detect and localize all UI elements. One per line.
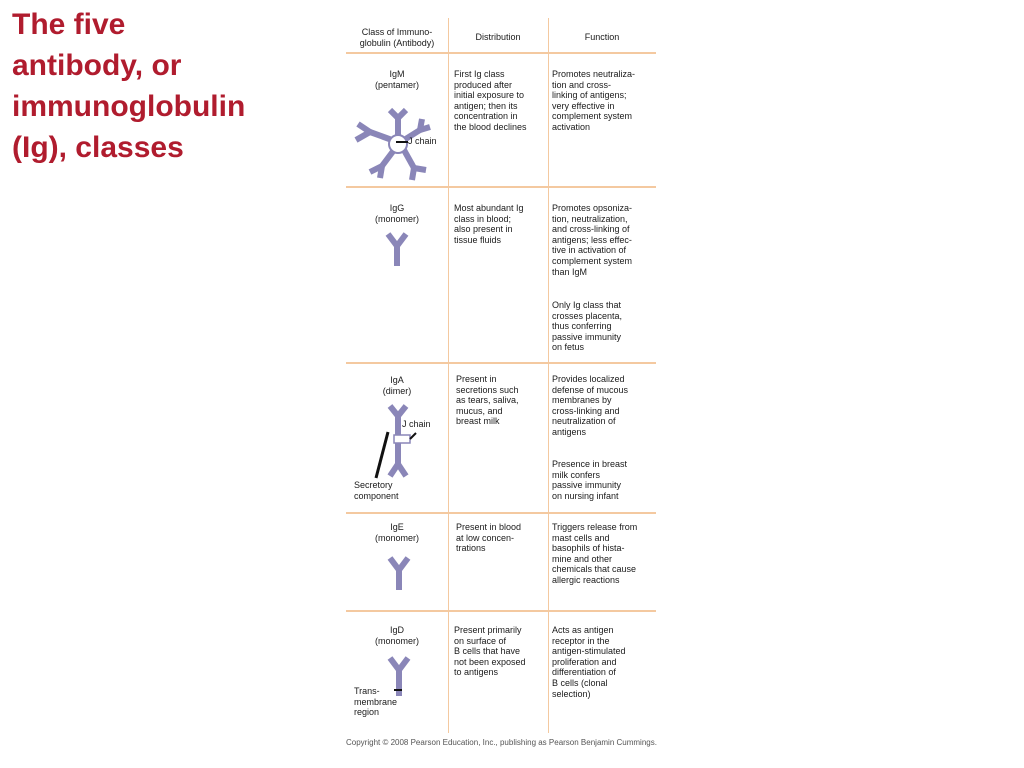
- distribution-ige: Present in blood at low concen- trations: [456, 522, 522, 554]
- row-divider: [346, 186, 656, 188]
- antibody-monomer-icon: [386, 230, 408, 266]
- class-name-igm: IgM (pentamer): [374, 69, 419, 90]
- antibody-dimer-icon: [370, 402, 420, 480]
- function-iga-breast-milk: Presence in breast milk confers passive immunity on nursing infant: [552, 459, 628, 501]
- slide-title: [12, 4, 302, 168]
- distribution-iga: Present in secretions such as tears, saliva, mucus, and breast milk: [456, 374, 519, 427]
- function-igg: Promotes opsoniza- tion, neutralization, and cross-linking of antigens; less effec- tive in activation of complement system than IgM: [552, 203, 633, 277]
- header-distribution: Distribution: [475, 32, 521, 42]
- function-ige: Triggers release from mast cells and basophils of hista- mine and other chemicals that cause allergic reactions: [552, 522, 638, 585]
- header-function: Function: [584, 32, 620, 42]
- column-divider: [548, 18, 549, 733]
- j-chain-label: J chain: [408, 136, 437, 146]
- transmembrane-region-label: Trans- membrane region: [354, 686, 398, 718]
- function-iga: Provides localized defense of mucous membranes by cross-linking and neutralization of antigens: [552, 374, 629, 437]
- row-divider: [346, 362, 656, 364]
- title-line: immunoglobulin: [12, 90, 246, 123]
- j-chain-label: J chain: [402, 419, 431, 429]
- class-name-iga: IgA (dimer): [382, 375, 412, 396]
- row-divider: [346, 610, 656, 612]
- row-divider: [346, 512, 656, 514]
- title-line: antibody, or: [12, 49, 182, 82]
- distribution-igm: First Ig class produced after initial exposure to antigen; then its concentration in the blood declines: [454, 69, 527, 132]
- function-igd: Acts as antigen receptor in the antigen-stimulated proliferation and differentiation of B cells (clonal selection): [552, 625, 626, 699]
- copyright-notice: Copyright © 2008 Pearson Education, Inc., publishing as Pearson Benjamin Cummings.: [346, 738, 657, 747]
- row-divider: [346, 52, 656, 54]
- title-line: The five: [12, 8, 126, 41]
- title-line: (Ig), classes: [12, 131, 184, 164]
- secretory-component-label: Secretory component: [354, 480, 399, 501]
- header-class: Class of Immuno- globulin (Antibody): [359, 27, 435, 48]
- class-name-ige: IgE (monomer): [374, 522, 419, 543]
- distribution-igg: Most abundant Ig class in blood; also present in tissue fluids: [454, 203, 524, 245]
- function-igg-placenta: Only Ig class that crosses placenta, thus conferring passive immunity on fetus: [552, 300, 623, 353]
- immunoglobulin-table: [346, 18, 656, 733]
- distribution-igd: Present primarily on surface of B cells that have not been exposed to antigens: [454, 625, 526, 678]
- antibody-monomer-icon: [388, 554, 410, 590]
- class-name-igg: IgG (monomer): [374, 203, 419, 224]
- class-name-igd: IgD (monomer): [374, 625, 419, 646]
- function-igm: Promotes neutraliza- tion and cross- linking of antigens; very effective in complement system activation: [552, 69, 636, 132]
- antibody-pentamer-icon: [346, 106, 456, 186]
